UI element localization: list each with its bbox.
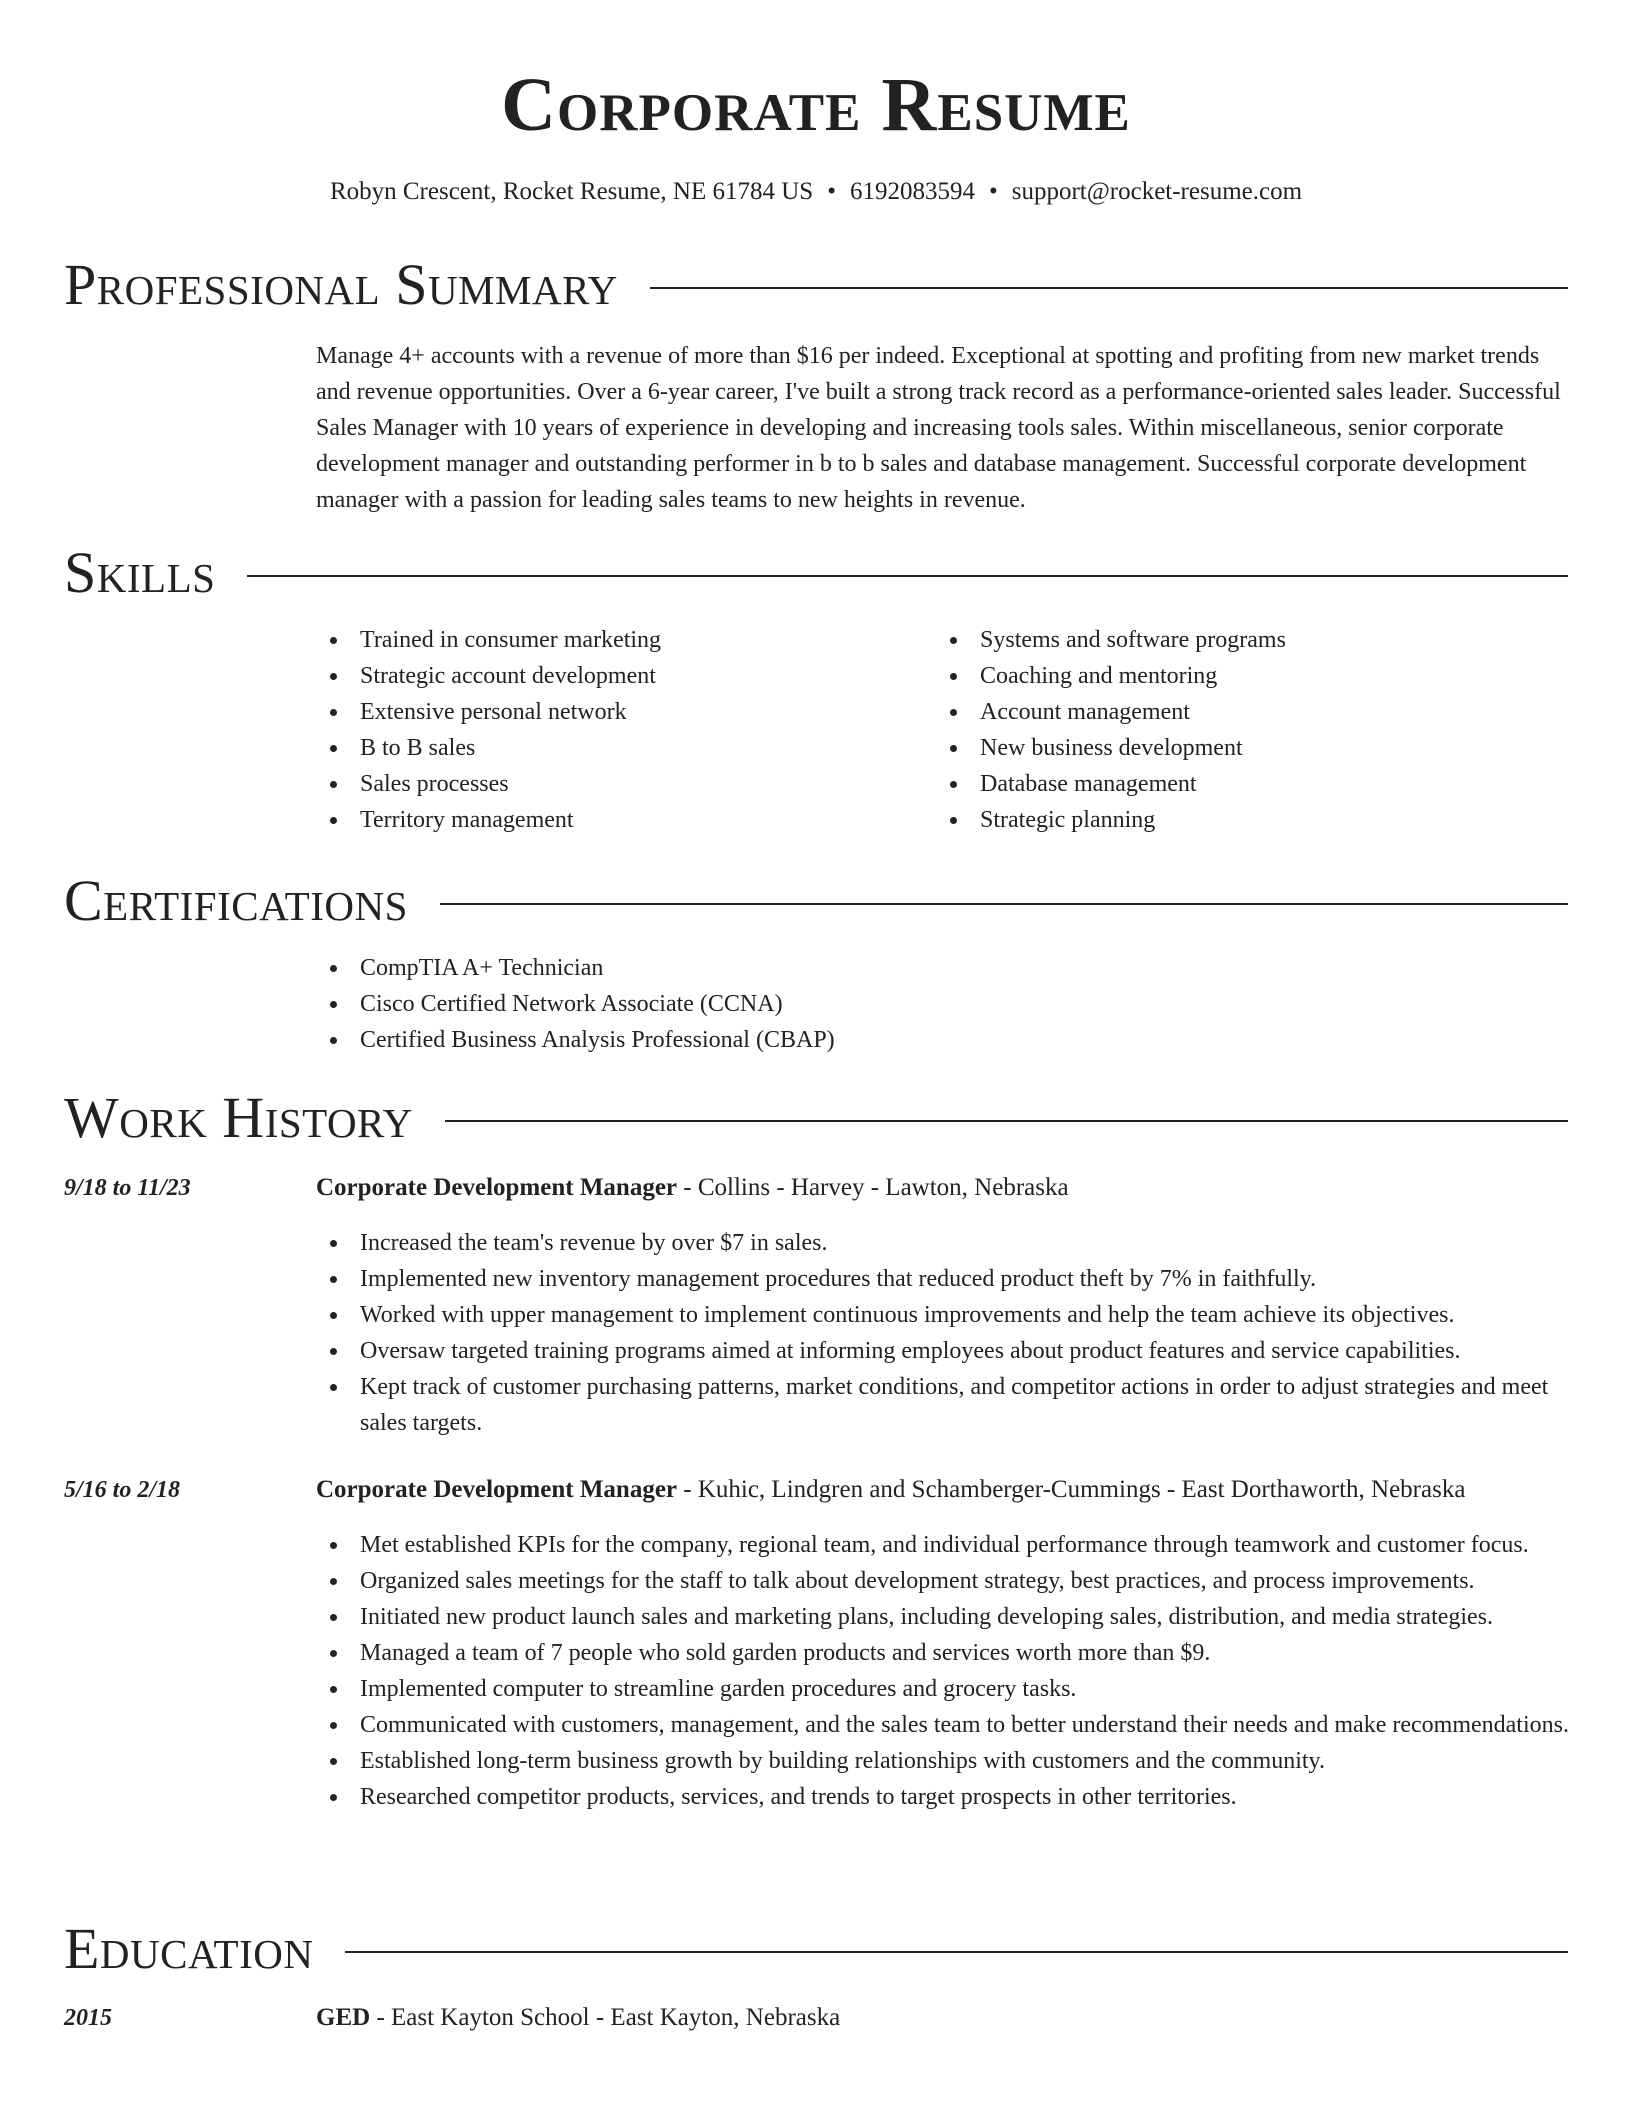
- job-bullet: Kept track of customer purchasing patterns, market conditions, and competitor actions in order to adjust strategies and meet sales targets.: [316, 1369, 1570, 1441]
- job-bullet: Implemented new inventory management procedures that reduced product theft by 7% in faithfully.: [316, 1261, 1570, 1297]
- contact-email: support@rocket-resume.com: [1011, 178, 1303, 205]
- skills-list-left: [316, 622, 936, 838]
- skill-item: B to B sales: [316, 730, 936, 766]
- section-heading: Skills: [64, 540, 216, 605]
- job-date: 9/18 to 11/23: [64, 1175, 191, 1201]
- certifications-list: [316, 950, 1570, 1058]
- job-bullet: Initiated new product launch sales and marketing plans, including developing sales, distribution, and media strategies.: [316, 1599, 1570, 1635]
- skill-item: Extensive personal network: [316, 694, 936, 730]
- job-bullet: Researched competitor products, services, and trends to target prospects in other territories.: [316, 1779, 1570, 1815]
- skill-item: Sales processes: [316, 766, 936, 802]
- skill-item: Trained in consumer marketing: [316, 622, 936, 658]
- section-heading: Work History: [64, 1085, 413, 1150]
- section-education: [64, 1914, 1568, 1984]
- education-date: 2015: [64, 2005, 112, 2031]
- job-bullet: Implemented computer to streamline garden procedures and grocery tasks.: [316, 1671, 1570, 1707]
- job-bullet: Oversaw targeted training programs aimed at informing employees about product features and service capabilities.: [316, 1333, 1570, 1369]
- job-bullet: Met established KPIs for the company, regional team, and individual performance through teamwork and customer focus.: [316, 1527, 1570, 1563]
- skills-list-right: [936, 622, 1556, 838]
- skill-item: Database management: [936, 766, 1556, 802]
- job-bullet: Established long-term business growth by building relationships with customers and the community.: [316, 1743, 1570, 1779]
- job-bullet: Organized sales meetings for the staff to talk about development strategy, best practices, and process improvements.: [316, 1563, 1570, 1599]
- skill-item: New business development: [936, 730, 1556, 766]
- contact-phone: 6192083594: [849, 178, 975, 205]
- certification-item: Cisco Certified Network Associate (CCNA): [316, 986, 1570, 1022]
- job-bullet: Increased the team's revenue by over $7 in sales.: [316, 1225, 1570, 1261]
- section-divider: [440, 903, 1568, 905]
- section-professional-summary: [64, 250, 1568, 320]
- job-bullets: [316, 1225, 1570, 1441]
- contact-separator: •: [827, 178, 836, 205]
- section-heading: Professional Summary: [64, 252, 618, 317]
- job-bullet: Managed a team of 7 people who sold garden products and services worth more than $9.: [316, 1635, 1570, 1671]
- contact-address: Robyn Crescent, Rocket Resume, NE 61784 US: [329, 178, 814, 205]
- job-details: - Collins - Harvey - Lawton, Nebraska: [677, 1174, 1069, 1201]
- job-bullet: Worked with upper management to implement continuous improvements and help the team achieve its objectives.: [316, 1297, 1570, 1333]
- education-heading: [316, 2000, 1570, 2036]
- section-divider: [650, 287, 1568, 289]
- skills-columns: [316, 622, 1570, 838]
- skill-item: Territory management: [316, 802, 936, 838]
- education-degree: GED: [316, 2004, 371, 2031]
- job-details: - Kuhic, Lindgren and Schamberger-Cummings - East Dorthaworth, Nebraska: [677, 1476, 1466, 1503]
- section-heading: Education: [64, 1916, 314, 1981]
- certification-item: Certified Business Analysis Professional (CBAP): [316, 1022, 1570, 1058]
- certification-item: CompTIA A+ Technician: [316, 950, 1570, 986]
- skill-item: Account management: [936, 694, 1556, 730]
- job-title: Corporate Development Manager: [316, 1174, 678, 1201]
- section-heading: Certifications: [64, 868, 408, 933]
- education-details: - East Kayton School - East Kayton, Nebraska: [370, 2004, 841, 2031]
- resume-title: Corporate Resume: [501, 63, 1131, 147]
- job-heading: [316, 1472, 1570, 1508]
- section-work-history: [64, 1083, 1568, 1153]
- section-divider: [345, 1951, 1568, 1953]
- section-skills: [64, 538, 1568, 608]
- skill-item: Systems and software programs: [936, 622, 1556, 658]
- contact-line: [0, 175, 1632, 209]
- job-bullet: Communicated with customers, management, and the sales team to better understand their needs and make recommendations.: [316, 1707, 1570, 1743]
- skill-item: Strategic account development: [316, 658, 936, 694]
- skill-item: Coaching and mentoring: [936, 658, 1556, 694]
- contact-separator: •: [988, 178, 998, 205]
- job-bullets: [316, 1527, 1570, 1815]
- job-heading: [316, 1170, 1570, 1206]
- section-divider: [445, 1120, 1568, 1122]
- job-date: 5/16 to 2/18: [64, 1477, 181, 1503]
- job-title: Corporate Development Manager: [316, 1476, 678, 1503]
- section-divider: [247, 575, 1568, 577]
- section-certifications: [64, 866, 1568, 936]
- skill-item: Strategic planning: [936, 802, 1556, 838]
- summary-text: Manage 4+ accounts with a revenue of more than $16 per indeed. Exceptional at spotting and profiting from new market trends and revenue opportunities. Over a 6-year career, I've built a strong track record as a performance-oriented sales leader. Successful Sales Manager with 10 years of experience in developing and increasing tools sales. Within miscellaneous, senior corporate development manager and outstanding performer in b to b sales and database management. Successful corporate development manager with a passion for leading sales teams to new heights in revenue.: [316, 343, 1561, 513]
